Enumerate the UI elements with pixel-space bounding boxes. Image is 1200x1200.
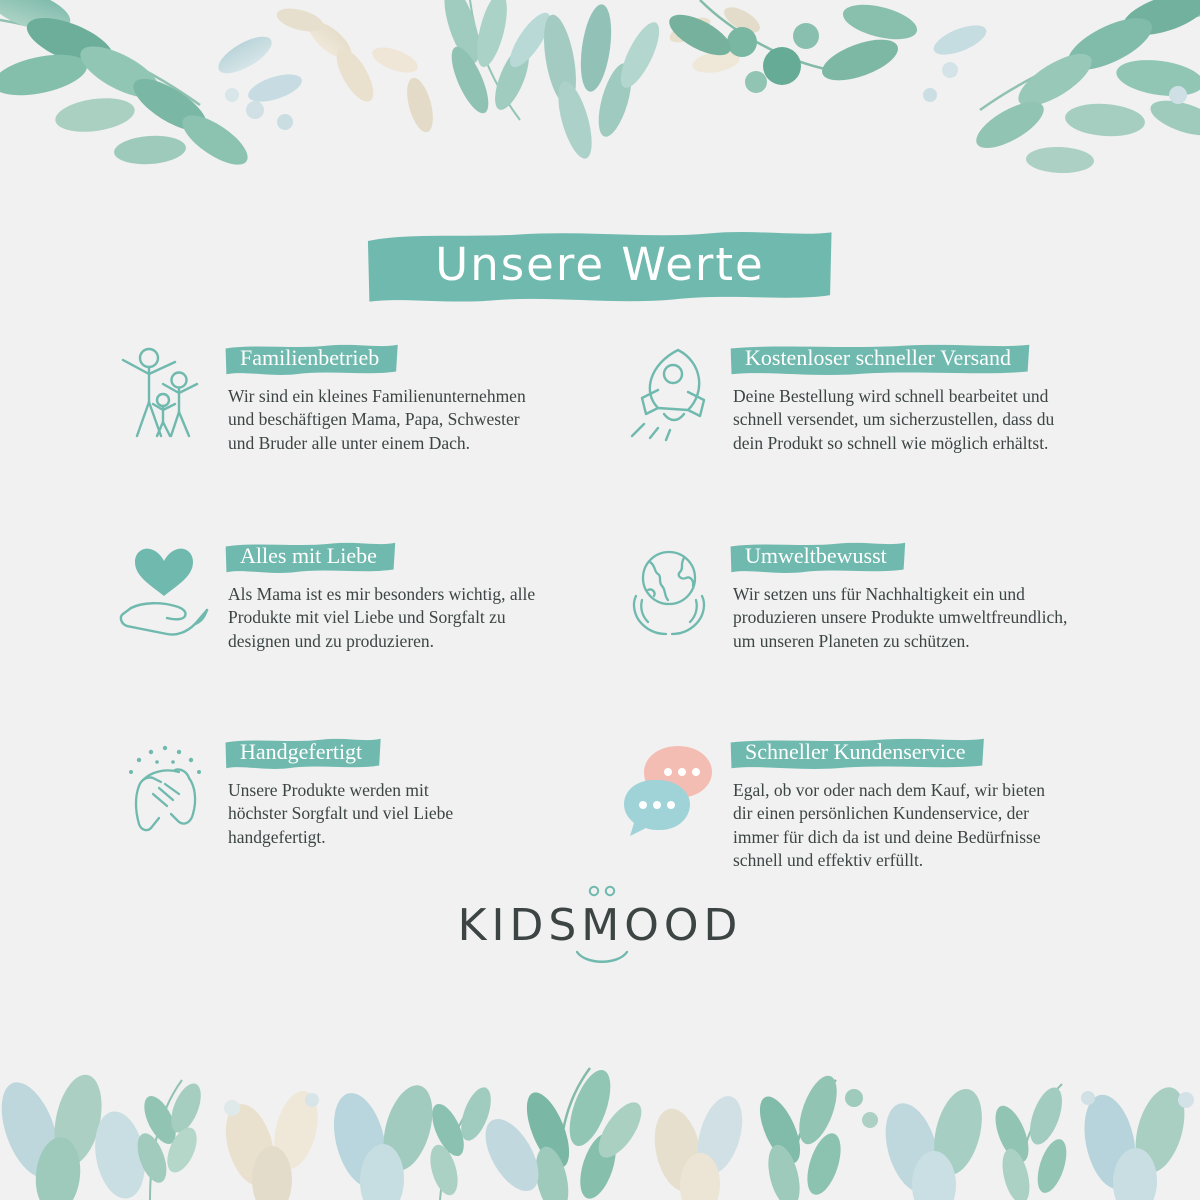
value-description: Unsere Produkte werden mit höchster Sorgfalt und viel Liebe handgefertigt. [228,780,454,847]
value-item-liebe [100,534,605,730]
value-item-familienbetrieb [100,336,605,534]
value-body [733,534,1110,653]
globe-in-hands-icon [605,534,733,654]
heart-in-hand-icon [100,534,228,654]
value-description: Als Mama ist es mir besonders wichtig, alle Produkte mit viel Liebe und Sorgfalt zu designen und zu produzieren. [228,584,536,651]
value-label-brush [729,736,986,771]
value-description: Deine Bestellung wird schnell bearbeitet und schnell versendet, um sicherzustellen, dass du dein Produkt so schnell wie möglich erhältst. [733,386,1055,453]
chat-bubbles-icon [605,730,733,850]
page-title-brush [365,228,834,306]
values-row [100,730,1110,910]
value-label: Kostenloser schneller Versand [745,345,1011,370]
value-item-versand [605,336,1110,534]
logo-eyes-icon [587,884,617,898]
handmade-hands-icon [100,730,228,850]
value-body [733,730,1110,872]
value-label-brush [224,540,397,575]
value-description: Egal, ob vor oder nach dem Kauf, wir bieten dir einen persönlichen Kundenservice, der immer für dich da ist und deine Bedürfnisse schnell und effektiv erfüllt. [733,780,1045,870]
value-label: Familienbetrieb [240,345,380,370]
bottom-foliage-decoration [0,980,1200,1200]
value-item-umwelt [605,534,1110,730]
value-description: Wir setzen uns für Nachhaltigkeit ein und produzieren unsere Produkte umweltfreundlich, um unseren Planeten zu schützen. [733,584,1068,651]
brand-logo [0,900,1200,951]
brand-logo-inner [458,900,743,951]
value-body [228,336,605,455]
page-title: Unsere Werte [435,238,765,291]
value-label: Umweltbewusst [745,543,887,568]
value-body [228,534,605,653]
value-item-kundenservice [605,730,1110,910]
logo-text-part2: MOOD [581,900,743,951]
values-row [100,534,1110,730]
value-label-brush [224,342,399,377]
logo-text-accent: S [548,900,582,951]
top-foliage-decoration [0,0,1200,230]
value-label: Schneller Kundenservice [745,739,966,764]
value-label-brush [224,736,382,771]
logo-text-part1: KID [457,900,549,951]
logo-smile-icon [574,949,630,967]
values-row [100,336,1110,534]
rocket-icon [605,336,733,456]
value-body [228,730,605,849]
family-icon [100,336,228,456]
value-item-handgefertigt [100,730,605,910]
page-title-wrapper [0,228,1200,306]
value-label-brush [729,342,1031,377]
values-grid [100,336,1110,910]
value-label: Handgefertigt [240,739,363,764]
value-label-brush [729,540,907,575]
value-description: Wir sind ein kleines Familienunternehmen und beschäftigen Mama, Papa, Schwester und Bruder alle unter einem Dach. [228,386,526,453]
value-label: Alles mit Liebe [240,543,377,568]
value-body [733,336,1110,455]
